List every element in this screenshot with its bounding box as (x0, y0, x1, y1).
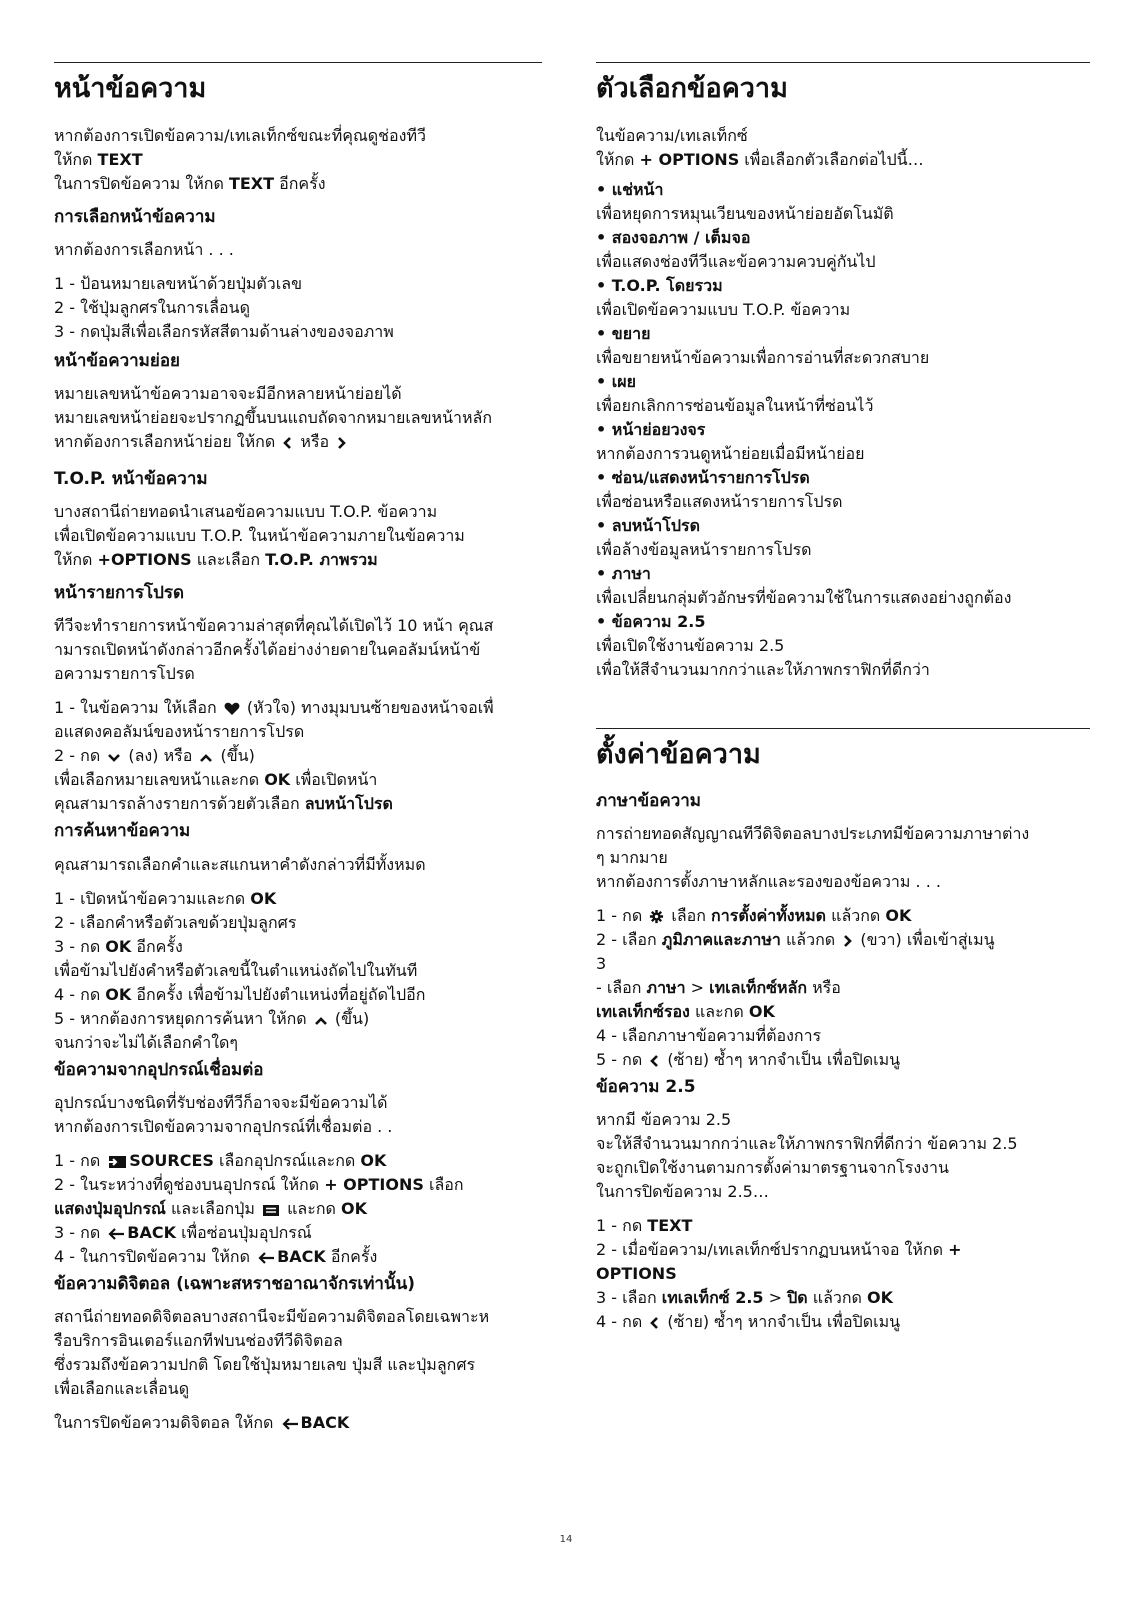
text: (ขวา) เพื่อเข้าสู่เมนู (855, 930, 995, 950)
gear-icon (649, 909, 664, 924)
lang-line-1: การถ่ายทอดสัญญาณทีวีดิจิตอลบางประเภทมีข้อความภาษาต่าง (596, 824, 1030, 844)
option-hide-show-favourites: • ซ่อน/แสดงหน้ารายการโปรด (596, 468, 810, 488)
text: ในการปิดข้อความดิจิตอล ให้กด (54, 1412, 279, 1432)
lang-step-2-cont: 3 (596, 954, 607, 974)
text: ให้กด (54, 550, 98, 570)
chevron-up-icon (314, 1015, 328, 1027)
favourites-steps (54, 696, 542, 816)
lang-step-3 (596, 976, 1090, 1000)
text: ให้กด (54, 150, 98, 170)
lead-text: คุณสามารถเลือกคำและสแกนหาคำดังกล่าวที่มีทั้งหมด (54, 854, 426, 874)
heading-device-text: ข้อความจากอุปกรณ์เชื่อมต่อ (54, 1059, 264, 1080)
top-line-2: เพื่อเปิดข้อความแบบ T.O.P. ในหน้าข้อความภายในข้อความ (54, 526, 465, 546)
teletext-2-5-option: เทเลเท็กซ์ 2.5 (661, 1288, 764, 1308)
section-rule (596, 728, 1090, 729)
text: (ขึ้น) (329, 1008, 370, 1028)
option-desc: เพื่อขยายหน้าข้อความเพื่อการอ่านที่สะดวกสบาย (596, 348, 930, 368)
text: ให้กด (596, 150, 640, 170)
text-key: TEXT (228, 174, 275, 194)
heading-search: การค้นหาข้อความ (54, 821, 191, 842)
digital-close-line (54, 1411, 542, 1435)
subpage-line-3 (54, 430, 542, 454)
t25-step-3 (596, 1286, 1090, 1310)
option-enlarge: • ขยาย (596, 324, 651, 344)
option-language: • ภาษา (596, 564, 651, 584)
chevron-right-icon (336, 436, 347, 450)
text: 1 - กด (596, 1216, 648, 1236)
digital-line-2: รือบริการอินเตอร์แอกทีฟบนช่องทีวีดิจิตอล (54, 1330, 343, 1350)
ok-key: OK (105, 984, 132, 1004)
show-device-keys-option: แสดงปุ่มอุปกรณ์ (54, 1198, 166, 1218)
lang-step-5 (596, 1048, 1090, 1072)
chevron-left-icon (649, 1054, 660, 1068)
text: (ขึ้น) (215, 746, 255, 766)
left-column (54, 62, 542, 1445)
heading-text-language: ภาษาข้อความ (596, 791, 702, 812)
digital-para (54, 1305, 542, 1401)
secondary-teletext-option: เทเลเท็กซ์รอง (596, 1002, 690, 1022)
search-lead (54, 853, 542, 877)
text-setup-section (596, 728, 1090, 1334)
ok-key: OK (867, 1288, 894, 1308)
text: อีกครั้ง (274, 174, 326, 194)
text: และกด (689, 1002, 749, 1022)
options-intro-line-2 (596, 148, 1090, 172)
search-step-3-cont: เพื่อข้ามไปยังคำหรือตัวเลขนี้ในตำแหน่งถัดไปในทันที (54, 960, 418, 980)
page-number: 14 (559, 1534, 573, 1545)
search-step-2: 2 - เลือกคำหรือตัวเลขด้วยปุ่มลูกศร (54, 912, 297, 932)
plus-key: + (948, 1240, 962, 1260)
t25-step-2 (596, 1238, 1090, 1262)
text: (หัวใจ) ทางมุมบนซ้ายของหน้าจอเพื่ (241, 698, 494, 718)
text: (ลง) หรือ (123, 746, 198, 766)
text: เพื่อซ่อนปุ่มอุปกรณ์ (176, 1222, 312, 1242)
text: และเลือก (191, 550, 266, 570)
ok-key: OK (105, 936, 132, 956)
top-overview-option: T.O.P. ภาพรวม (265, 550, 378, 570)
intro-line-1: หากต้องการเปิดข้อความ/เทเลเท็กซ์ขณะที่คุณดูช่องทีวี (54, 126, 426, 146)
fav-line-1: ทีวีจะทำรายการหน้าข้อความล่าสุดที่คุณได้เปิดไว้ 10 หน้า คุณส (54, 616, 494, 636)
device-step-2 (54, 1173, 542, 1197)
heading-subpage: หน้าข้อความย่อย (54, 351, 181, 372)
top-line-3 (54, 548, 542, 572)
back-key: BACK (277, 1246, 326, 1266)
option-top-overview: • T.O.P. โดยรวม (596, 276, 723, 296)
right-column (596, 62, 1090, 1344)
options-list (596, 178, 1090, 682)
option-clear-favourites: • ลบหน้าโปรด (596, 516, 700, 536)
option-desc: เพื่อให้สีจำนวนมากกว่าและให้ภาพกราฟิกที่ดีกว่า (596, 660, 930, 680)
fav-line-3: อความรายการโปรด (54, 664, 195, 684)
search-step-3 (54, 935, 542, 959)
text: 4 - กด (596, 1312, 648, 1332)
option-desc: เพื่อยกเลิกการซ่อนข้อมูลในหน้าที่ซ่อนไว้ (596, 396, 874, 416)
primary-teletext-option: เทเลเท็กซ์หลัก (709, 978, 808, 998)
digital-line-4: เพื่อเลือกและเลื่อนดู (54, 1378, 190, 1398)
heading-favourites: หน้ารายการโปรด (54, 583, 185, 604)
fav-step-1 (54, 696, 542, 720)
text: 2 - เมื่อข้อความ/เทเลเท็กซ์ปรากฏบนหน้าจอ ให้กด (596, 1240, 949, 1260)
ok-key: OK (748, 1002, 775, 1022)
option-desc: เพื่อหยุดการหมุนเวียนของหน้าย่อยอัตโนมัติ (596, 204, 894, 224)
text-key: TEXT (647, 1216, 693, 1236)
chevron-left-icon (282, 436, 293, 450)
option-desc: เพื่อล้างข้อมูลหน้ารายการโปรด (596, 540, 812, 560)
option-freeze-page: • แช่หน้า (596, 180, 664, 200)
fav-line-2: ามารถเปิดหน้าดังกล่าวอีกครั้งได้อย่างง่ายดายในคอลัมน์หน้าข้ (54, 640, 481, 660)
back-key: BACK (127, 1222, 177, 1242)
fav-step-2 (54, 744, 542, 768)
search-step-4 (54, 983, 542, 1007)
text: (ซ้าย) ซ้ำๆ หากจำเป็น เพื่อปิดเมนู (662, 1050, 901, 1070)
ok-key: OK (341, 1198, 367, 1218)
option-reveal: • เผย (596, 372, 637, 392)
text: 2 - กด (54, 746, 106, 766)
lang-step-3-cont (596, 1000, 1090, 1024)
chevron-left-icon (649, 1316, 660, 1330)
text: 1 - ในข้อความ ให้เลือก (54, 698, 222, 718)
text: เลือก (423, 1174, 464, 1194)
back-arrow-icon (281, 1417, 299, 1431)
text: 1 - เปิดหน้าข้อความและกด (54, 888, 251, 908)
text: อีกครั้ง เพื่อข้ามไปยังตำแหน่งที่อยู่ถัดไปอีก (131, 984, 426, 1004)
t25-line-4: ในการปิดข้อความ 2.5… (596, 1182, 769, 1202)
device-step-4 (54, 1245, 542, 1269)
device-step-3 (54, 1221, 542, 1245)
option-desc: เพื่อเปิดใช้งานข้อความ 2.5 (596, 636, 785, 656)
text: เลือก (666, 906, 712, 926)
chevron-down-icon (107, 752, 121, 764)
device-para (54, 1091, 542, 1139)
favourites-para (54, 614, 542, 686)
subpage-line-2: หมายเลขหน้าย่อยจะปรากฏขึ้นบนแถบถัดจากหมายเลขหน้าหลัก (54, 408, 493, 428)
all-settings-option: การตั้งค่าทั้งหมด (711, 906, 827, 926)
device-line-1: อุปกรณ์บางชนิดที่รับช่องทีวีก็อาจจะมีข้อความได้ (54, 1092, 388, 1112)
text: 2 - เลือก (596, 930, 662, 950)
text: > (763, 1288, 788, 1308)
options-intro-line-1: ในข้อความ/เทเลเท็กซ์ (596, 126, 748, 146)
options-intro (596, 124, 1090, 172)
section-title-text-pages: หน้าข้อความ (54, 73, 207, 104)
text: 5 - กด (596, 1050, 648, 1070)
menu-icon (262, 1204, 280, 1217)
t25-line-3: จะถูกเปิดใช้งานตามการตั้งค่ามาตรฐานจากโรงงาน (596, 1158, 949, 1178)
text: แล้วกด (826, 906, 886, 926)
text: 4 - กด (54, 984, 106, 1004)
select-page-lead (54, 238, 542, 262)
search-step-5-cont: จนกว่าจะไม่ได้เลือกคำใดๆ (54, 1032, 239, 1052)
options-key: + OPTIONS (324, 1174, 424, 1194)
text: เลือกอุปกรณ์และกด (213, 1150, 361, 1170)
text-key: TEXT (97, 150, 143, 170)
text: > (685, 978, 710, 998)
t25-step-1 (596, 1214, 1090, 1238)
fav-step-1-cont: อแสดงคอลัมน์ของหน้ารายการโปรด (54, 722, 305, 742)
text: เพื่อเลือกหมายเลขหน้าและกด (54, 770, 265, 790)
heart-icon (224, 702, 240, 716)
ok-key: OK (360, 1150, 387, 1170)
top-line-1: บางสถานีถ่ายทอดนำเสนอข้อความแบบ T.O.P. ข้อความ (54, 502, 438, 522)
options-key: +OPTIONS (97, 550, 192, 570)
search-steps (54, 887, 542, 1055)
heading-top: T.O.P. หน้าข้อความ (54, 469, 208, 490)
chevron-up-icon (199, 752, 213, 764)
option-text-2-5: • ข้อความ 2.5 (596, 612, 706, 632)
option-desc: หากต้องการวนดูหน้าย่อยเมื่อมีหน้าย่อย (596, 444, 865, 464)
text: และกด (282, 1198, 341, 1218)
device-line-2: หากต้องการเปิดข้อความจากอุปกรณ์ที่เชื่อมต่อ . . (54, 1116, 393, 1136)
text25-steps (596, 1214, 1090, 1334)
option-desc: เพื่อแสดงช่องทีวีและข้อความควบคู่กันไป (596, 252, 876, 272)
heading-digital-text: ข้อความดิจิตอล (เฉพาะสหราชอาณาจักรเท่านั้น) (54, 1273, 415, 1294)
lang-step-1 (596, 904, 1090, 928)
text: หากต้องการเลือกหน้าย่อย ให้กด (54, 432, 281, 452)
lang-line-2: ๆ มากมาย (596, 848, 668, 868)
device-steps (54, 1149, 542, 1269)
option-desc: เพื่อเปลี่ยนกลุ่มตัวอักษรที่ข้อความใช้ในการแสดงอย่างถูกต้อง (596, 588, 1012, 608)
lead-text: หากต้องการเลือกหน้า . . . (54, 240, 234, 260)
device-step-2-cont (54, 1197, 542, 1221)
region-language-option: ภูมิภาคและภาษา (661, 930, 781, 950)
digital-line-3: ซึ่งรวมถึงข้อความปกติ โดยใช้ปุ่มหมายเลข ปุ่มสี และปุ่มลูกศร (54, 1354, 476, 1374)
off-option: ปิด (787, 1288, 808, 1308)
ok-key: OK (264, 770, 291, 790)
text: 1 - กด (54, 1150, 106, 1170)
back-arrow-icon (107, 1227, 125, 1241)
option-desc: เพื่อซ่อนหรือแสดงหน้ารายการโปรด (596, 492, 843, 512)
text: ในการปิดข้อความ ให้กด (54, 174, 229, 194)
t25-step-4 (596, 1310, 1090, 1334)
section-title-text-options: ตัวเลือกข้อความ (596, 73, 788, 104)
fav-step-3 (54, 792, 542, 816)
t25-line-1: หากมี ข้อความ 2.5 (596, 1110, 732, 1130)
text: หรือ (295, 432, 335, 452)
clear-favourites-option: ลบหน้าโปรด (304, 794, 393, 814)
text: แล้วกด (780, 930, 841, 950)
text: อีกครั้ง (325, 1246, 378, 1266)
text: 3 - กด (54, 936, 106, 956)
lang-line-3: หากต้องการตั้งภาษาหลักและรองของข้อความ . . . (596, 872, 941, 892)
intro-line-3 (54, 172, 542, 196)
lang-step-4: 4 - เลือกภาษาข้อความที่ต้องการ (596, 1026, 822, 1046)
back-key: BACK (300, 1412, 350, 1432)
text: เพื่อเปิดหน้า (290, 770, 378, 790)
step-2: 2 - ใช้ปุ่มลูกศรในการเลื่อนดู (54, 298, 250, 318)
subpage-line-1: หมายเลขหน้าข้อความอาจจะมีอีกหลายหน้าย่อยได้ (54, 384, 402, 404)
lang-step-2 (596, 928, 1090, 952)
ok-key: OK (250, 888, 277, 908)
text: และเลือกปุ่ม (165, 1198, 261, 1218)
ok-key: OK (885, 906, 912, 926)
heading-text-2-5: ข้อความ 2.5 (596, 1077, 696, 1098)
text: - เลือก (596, 978, 647, 998)
intro-block (54, 124, 542, 196)
section-rule (596, 62, 1090, 63)
digital-close (54, 1411, 542, 1435)
sources-icon (107, 1155, 127, 1169)
section-title-text-setup: ตั้งค่าข้อความ (596, 739, 761, 771)
sources-key: SOURCES (129, 1150, 214, 1170)
text: คุณสามารถล้างรายการด้วยตัวเลือก (54, 794, 305, 814)
options-key: + OPTIONS (639, 150, 740, 170)
search-step-5 (54, 1007, 542, 1031)
option-cycle-subpages: • หน้าย่อยวงจร (596, 420, 706, 440)
t25-line-2: จะให้สีจำนวนมากกว่าและให้ภาพกราฟิกที่ดีกว่า ข้อความ 2.5 (596, 1134, 1018, 1154)
back-arrow-icon (257, 1251, 275, 1265)
device-step-1 (54, 1149, 542, 1173)
digital-line-1: สถานีถ่ายทอดดิจิตอลบางสถานีจะมีข้อความดิจิตอลโดยเฉพาะห (54, 1306, 490, 1326)
t25-step-2-cont: OPTIONS (596, 1264, 677, 1284)
select-page-steps (54, 272, 542, 344)
step-3: 3 - กดปุ่มสีเพื่อเลือกรหัสสีตามด้านล่างของจอภาพ (54, 322, 394, 342)
intro-line-2 (54, 148, 542, 172)
text: อีกครั้ง (131, 936, 183, 956)
language-steps (596, 904, 1090, 1072)
text: 2 - ในระหว่างที่ดูช่องบนอุปกรณ์ ให้กด (54, 1174, 325, 1194)
subpage-block (54, 382, 542, 454)
text: หรือ (807, 978, 841, 998)
language-option: ภาษา (646, 978, 686, 998)
text: 3 - กด (54, 1222, 106, 1242)
heading-select-page: การเลือกหน้าข้อความ (54, 207, 216, 228)
text: แล้วกด (807, 1288, 868, 1308)
step-1: 1 - ป้อนหมายเลขหน้าด้วยปุ่มตัวเลข (54, 274, 302, 294)
fav-step-2-cont (54, 768, 542, 792)
section-rule (54, 62, 542, 63)
chevron-right-icon (842, 934, 853, 948)
text: 1 - กด (596, 906, 648, 926)
text: 3 - เลือก (596, 1288, 662, 1308)
text: 5 - หากต้องการหยุดการค้นหา ให้กด (54, 1008, 312, 1028)
option-dual-screen: • สองจอภาพ / เต็มจอ (596, 228, 751, 248)
option-desc: เพื่อเปิดข้อความแบบ T.O.P. ข้อความ (596, 300, 851, 320)
search-step-1 (54, 887, 542, 911)
language-para (596, 822, 1090, 894)
text: (ซ้าย) ซ้ำๆ หากจำเป็น เพื่อปิดเมนู (662, 1312, 901, 1332)
text25-para (596, 1108, 1090, 1204)
top-block (54, 500, 542, 572)
text: เพื่อเลือกตัวเลือกต่อไปนี้… (739, 150, 924, 170)
text: 4 - ในการปิดข้อความ ให้กด (54, 1246, 256, 1266)
